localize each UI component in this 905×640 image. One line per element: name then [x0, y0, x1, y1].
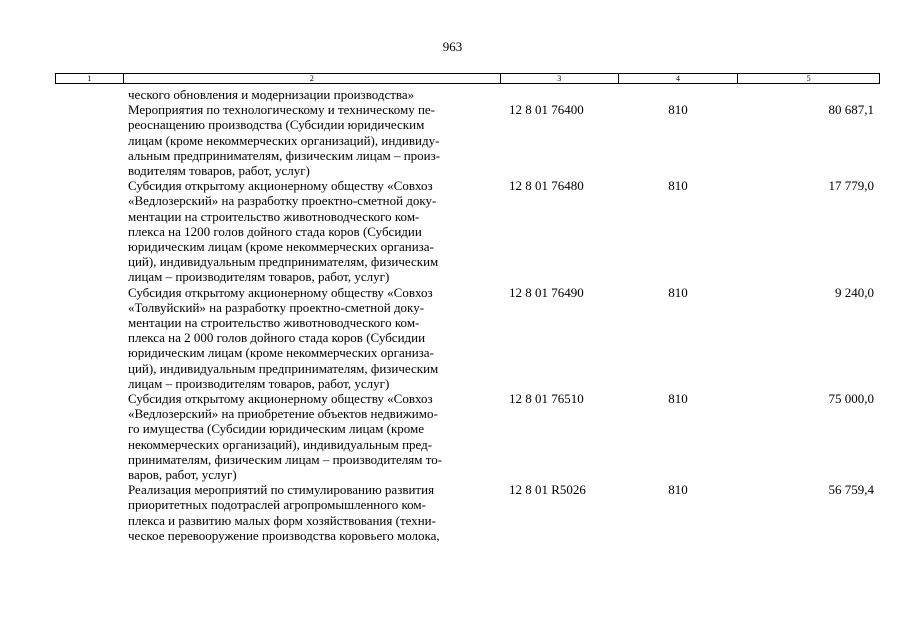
description-line: Субсидия открытому акционерному обществу «Совхоз: [128, 284, 433, 300]
description-line: реоснащению производства (Субсидии юридическим: [128, 117, 425, 133]
row-code: 12 8 01 76480: [509, 178, 584, 194]
description-line: плекса и развитию малых форм хозяйствования (техни-: [128, 512, 436, 528]
description-line: «Ведлозерский» на разработку проектно-сметной доку-: [128, 193, 437, 209]
description-line: варов, работ, услуг): [128, 467, 237, 483]
description-line: го имущества (Субсидии юридическим лицам (кроме: [128, 421, 425, 437]
description-line: ций), индивидуальным предпринимателям, физическим: [128, 254, 439, 270]
row-amount: 17 779,0: [828, 178, 874, 194]
row-type: 810: [668, 391, 688, 407]
description-line: ментации на строительство животноводческого ком-: [128, 208, 420, 224]
row-type: [619, 87, 737, 102]
description-line: альным предпринимателям, физическим лицам – произ-: [128, 147, 441, 163]
description-line: плекса на 1200 голов дойного стада коров (Субсидии: [128, 223, 422, 239]
description-line: ческое перевооружение производства коровьего молока,: [128, 527, 440, 543]
header-col-4: 4: [619, 74, 739, 83]
description-line: Субсидия открытому акционерному обществу «Совхоз: [128, 178, 433, 194]
description-line: ментации на строительство животноводческого ком-: [128, 315, 420, 331]
header-col-2: 2: [124, 74, 501, 83]
table-body: [55, 87, 880, 543]
description-line: «Ведлозерский» на приобретение объектов недвижимо-: [128, 406, 438, 422]
description-line: ческого обновления и модернизации производства»: [128, 87, 415, 102]
description-line: ций), индивидуальным предпринимателям, физическим: [128, 360, 439, 376]
row-amount: 56 759,4: [828, 482, 874, 498]
header-col-5: 5: [806, 74, 811, 83]
description-line: юридическим лицам (кроме некоммерческих организа-: [128, 345, 434, 361]
table-row: [55, 87, 880, 102]
row-type: 810: [668, 102, 688, 118]
description-line: лицам – производителям товаров, работ, услуг): [128, 375, 390, 391]
page-number: 963: [442, 39, 463, 54]
table-row: [55, 178, 880, 284]
description-line: Реализация мероприятий по стимулированию развития: [128, 482, 435, 498]
table-row: [55, 102, 880, 178]
row-description: [128, 178, 493, 284]
description-line: некоммерческих организаций), индивидуальным пред-: [128, 436, 433, 452]
row-description: [128, 102, 493, 178]
row-amount: 80 687,1: [828, 102, 874, 118]
row-amount: [737, 87, 874, 102]
row-amount: 75 000,0: [828, 391, 874, 407]
description-line: «Толвуйский» на разработку проектно-сметной доку-: [128, 299, 425, 315]
row-type: 810: [668, 178, 688, 194]
row-type: 810: [668, 284, 688, 300]
description-line: водителям товаров, работ, услуг): [128, 163, 310, 179]
description-line: плекса на 2 000 голов дойного стада коров (Субсидии: [128, 330, 426, 346]
row-code: 12 8 01 76400: [509, 102, 584, 118]
table-row: [55, 391, 880, 482]
row-code: 12 8 01 76510: [509, 391, 584, 407]
row-code: 12 8 01 R5026: [509, 482, 586, 498]
description-line: приоритетных подотраслей агропромышленного ком-: [128, 497, 426, 513]
row-description: [128, 87, 493, 102]
header-col-1: 1: [56, 74, 124, 83]
table-row: [55, 482, 880, 543]
table-row: [55, 285, 880, 391]
description-line: принимателям, физическим лицам – производителям то-: [128, 451, 443, 467]
row-type: 810: [668, 482, 688, 498]
header-col-3: 3: [501, 74, 619, 83]
description-line: лицам – производителям товаров, работ, услуг): [128, 269, 390, 285]
description-line: Субсидия открытому акционерному обществу «Совхоз: [128, 391, 433, 407]
row-description: [128, 482, 493, 543]
row-code: [493, 87, 619, 102]
description-line: Мероприятия по технологическому и техническому пе-: [128, 102, 435, 118]
table-header: [55, 73, 880, 84]
row-code: 12 8 01 76490: [509, 284, 584, 300]
description-line: юридическим лицам (кроме некоммерческих организа-: [128, 239, 434, 255]
row-description: [128, 391, 493, 482]
description-line: лицам (кроме некоммерческих организаций), индивиду-: [128, 132, 440, 148]
row-description: [128, 285, 493, 391]
row-amount: 9 240,0: [835, 284, 874, 300]
